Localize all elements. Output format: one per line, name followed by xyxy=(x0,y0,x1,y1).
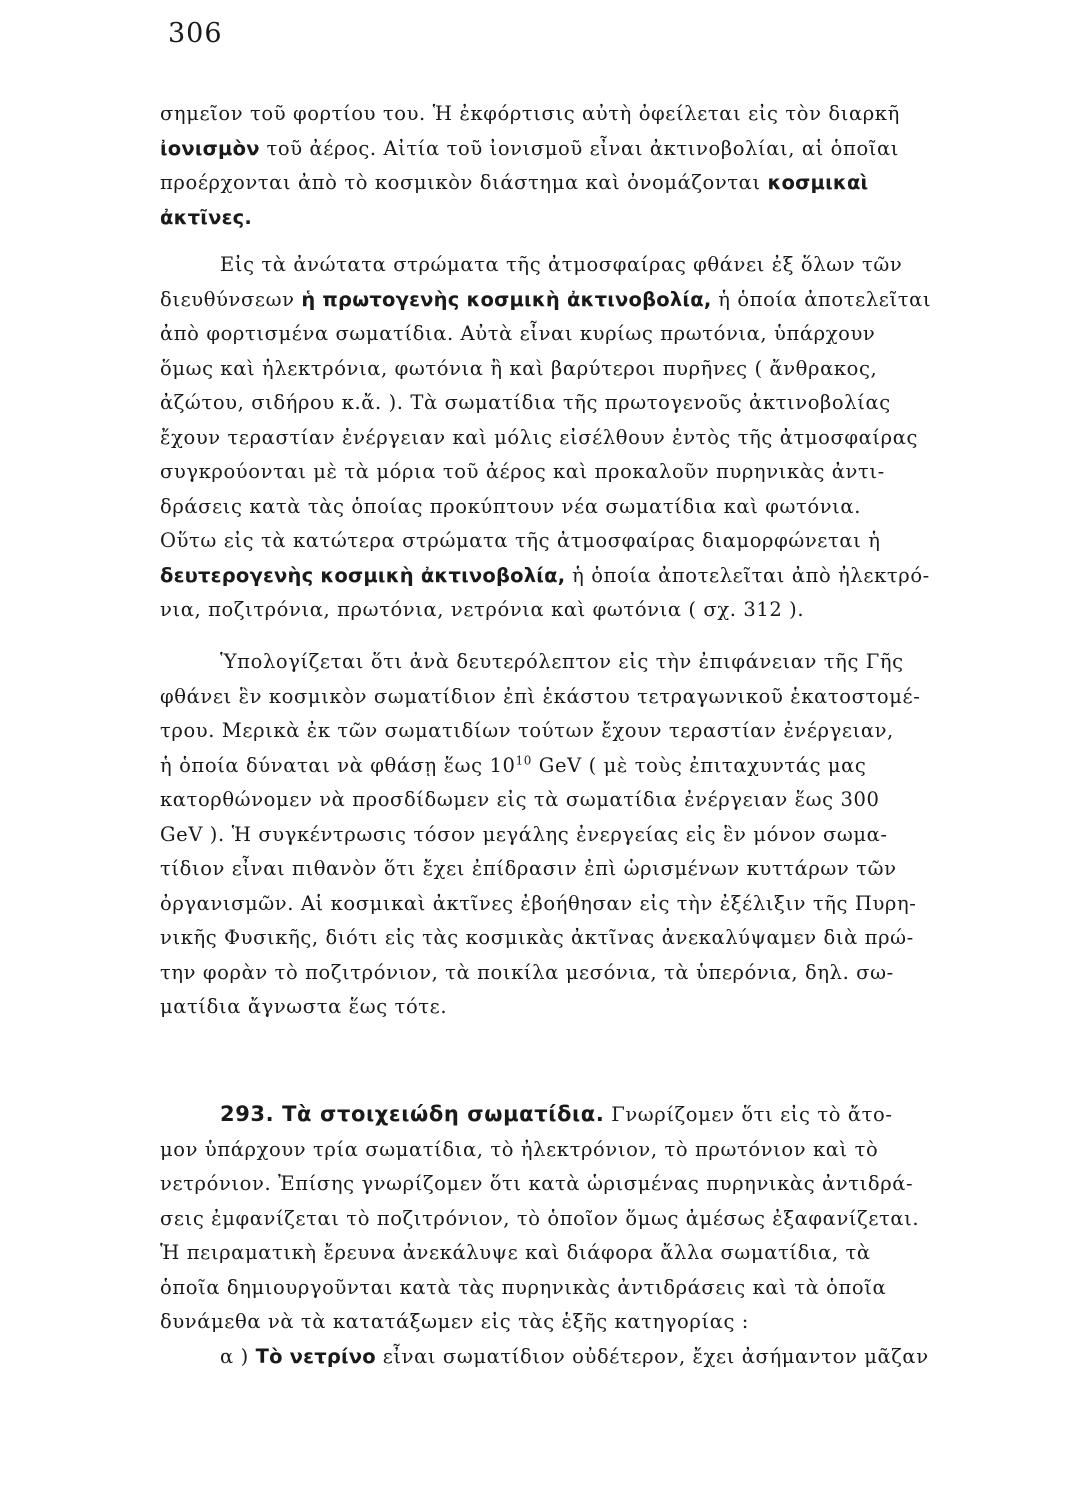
line-text: ἡ ὁποία δύναται νὰ φθάσῃ ἕως 10 xyxy=(160,753,516,777)
text-line: ὅμως καὶ ἠλεκτρόνια, φωτόνια ἢ καὶ βαρύτεροι πυρῆνες ( ἄνθρακος, xyxy=(160,356,878,380)
text-line: Οὕτω εἰς τὰ κατώτερα στρώματα τῆς ἀτμοσφαίρας διαμορφώνεται ἡ xyxy=(160,529,881,552)
text-line: κατορθώνομεν νὰ προσδίδωμεν εἰς τὰ σωματίδια ἐνέργειαν ἕως 300 xyxy=(160,788,880,811)
section-elementary-particles xyxy=(160,1097,1022,1340)
text-line: συγκρούονται μὲ τὰ μόρια τοῦ ἀέρος καὶ προκαλοῦν πυρηνικὰς ἀντι- xyxy=(160,460,885,483)
text-line: τίδιον εἶναι πιθανὸν ὅτι ἔχει ἐπίδρασιν ἐπὶ ὡρισμένων κυττάρων τῶν xyxy=(160,857,897,880)
text-line: μον ὑπάρχουν τρία σωματίδια, τὸ ἠλεκτρόνιον, τὸ πρωτόνιον καὶ τὸ xyxy=(160,1137,879,1161)
line-text: Γνωρίζομεν ὅτι εἰς τὸ ἄτο- xyxy=(604,1103,893,1126)
line-text: εἶναι σωματίδιον οὐδέτερον, ἔχει ἀσήμαντον μᾶζαν xyxy=(375,1345,929,1368)
text-line xyxy=(160,132,1022,167)
line-text: ἡ ὁποία ἀποτελεῖται ἀπὸ ἠλεκτρό- xyxy=(565,563,930,587)
text-line: σεις ἐμφανίζεται τὸ ποζιτρόνιον, τὸ ὁποῖον ὅμως ἀμέσως ἐξαφανίζεται. xyxy=(160,1206,920,1230)
text-line: ματίδια ἄγνωστα ἕως τότε. xyxy=(160,995,448,1018)
text-line: δράσεις κατὰ τὰς ὁποίας προκύπτουν νέα σωματίδια καὶ φωτόνια. xyxy=(160,494,861,518)
text-line xyxy=(160,283,1022,318)
list-marker: α ) xyxy=(220,1345,256,1368)
line-text: τοῦ ἀέρος. Αἰτία τοῦ ἰονισμοῦ εἶναι ἀκτινοβολίαι, αἱ ὁποῖαι xyxy=(259,136,900,160)
text-line: Εἰς τὰ ἀνώτατα στρώματα τῆς ἀτμοσφαίρας φθάνει ἐξ ὅλων τῶν xyxy=(220,253,903,276)
text-line: την φορὰν τὸ ποζιτρόνιον, τὰ ποικίλα μεσόνια, τὰ ὑπερόνια, δηλ. σω- xyxy=(160,960,894,984)
text-line: φθάνει ἓν κοσμικὸν σωματίδιον ἐπὶ ἑκάστου τετραγωνικοῦ ἑκατοστομέ- xyxy=(160,684,921,708)
paragraph-earth-surface xyxy=(160,645,1022,1025)
list-item-neutrino xyxy=(160,1340,1022,1375)
text-line: νια, ποζιτρόνια, πρωτόνια, νετρόνια καὶ φωτόνια ( σχ. 312 ). xyxy=(160,598,805,621)
page-number: 306 xyxy=(168,18,223,49)
bold-term: ἀκτῖνες. xyxy=(160,205,252,229)
line-text: διευθύνσεων xyxy=(160,287,302,311)
text-line: GeV ). Ἡ συγκέντρωσις τόσον μεγάλης ἐνεργείας εἰς ἓν μόνον σωμα- xyxy=(160,822,888,846)
text-line: ἔχουν τεραστίαν ἐνέργειαν καὶ μόλις εἰσέλθουν ἐντὸς τῆς ἀτμοσφαίρας xyxy=(160,425,919,449)
text-line: Ἡ πειραματικὴ ἔρευνα ἀνεκάλυψε καὶ διάφορα ἄλλα σωματίδια, τὰ xyxy=(160,1241,871,1264)
bold-term: ἡ πρωτογενὴς κοσμικὴ ἀκτινοβολία, xyxy=(301,287,712,311)
text-line xyxy=(160,749,1022,784)
text-line: ὁποῖα δημιουργοῦνται κατὰ τὰς πυρηνικὰς ἀντιδράσεις καὶ τὰ ὁποῖα xyxy=(160,1275,887,1299)
text-line: ἀπὸ φορτισμένα σωματίδια. Αὐτὰ εἶναι κυρίως πρωτόνια, ὑπάρχουν xyxy=(160,322,876,345)
line-text: GeV ( μὲ τοὺς ἐπιταχυντάς μας xyxy=(531,753,867,777)
text-line: τρου. Μερικὰ ἐκ τῶν σωματιδίων τούτων ἔχουν τεραστίαν ἐνέργειαν, xyxy=(160,719,894,742)
line-text: ἡ ὁποία ἀποτελεῖται xyxy=(711,287,932,311)
text-line xyxy=(160,559,1022,594)
text-line xyxy=(160,1340,1022,1375)
section-heading: 293. Τὰ στοιχειώδη σωματίδια. xyxy=(220,1102,605,1126)
bold-term: δευτερογενὴς κοσμικὴ ἀκτινοβολία, xyxy=(160,563,566,587)
line-text: προέρχονται ἀπὸ τὸ κοσμικὸν διάστημα καὶ ὀνομάζονται xyxy=(160,171,768,194)
text-line: ἀζώτου, σιδήρου κ.ἄ. ). Τὰ σωματίδια τῆς πρωτογενοῦς ἀκτινοβολίας xyxy=(160,391,891,414)
text-line: Ὑπολογίζεται ὅτι ἀνὰ δευτερόλεπτον εἰς τὴν ἐπιφάνειαν τῆς Γῆς xyxy=(220,650,904,673)
paragraph-ionization xyxy=(160,97,1022,235)
paragraph-primary-radiation xyxy=(160,248,1022,628)
text-line: νικῆς Φυσικῆς, διότι εἰς τὰς κοσμικὰς ἀκτῖνας ἀνεκαλύψαμεν διὰ πρώ- xyxy=(160,926,914,949)
exponent: 10 xyxy=(515,753,532,767)
bold-term: ἰονισμὸν xyxy=(160,136,260,160)
text-line: νετρόνιον. Ἐπίσης γνωρίζομεν ὅτι κατὰ ὡρισμένας πυρηνικὰς ἀντιδρά- xyxy=(160,1172,914,1195)
bold-term: κοσμικαὶ xyxy=(767,171,869,194)
text-line: ὀργανισμῶν. Αἱ κοσμικαὶ ἀκτῖνες ἐβοήθησαν εἰς τὴν ἐξέλιξιν τῆς Πυρη- xyxy=(160,891,917,915)
bold-term: Τὸ νετρίνο xyxy=(255,1345,376,1368)
text-line: δυνάμεθα νὰ τὰ κατατάξωμεν εἰς τὰς ἑξῆς κατηγορίας : xyxy=(160,1310,749,1333)
text-line xyxy=(160,166,1022,201)
text-line: σημεῖον τοῦ φορτίου του. Ἡ ἐκφόρτισις αὐτὴ ὀφείλεται εἰς τὸν διαρκῆ xyxy=(160,102,900,125)
text-line xyxy=(160,1097,1022,1133)
